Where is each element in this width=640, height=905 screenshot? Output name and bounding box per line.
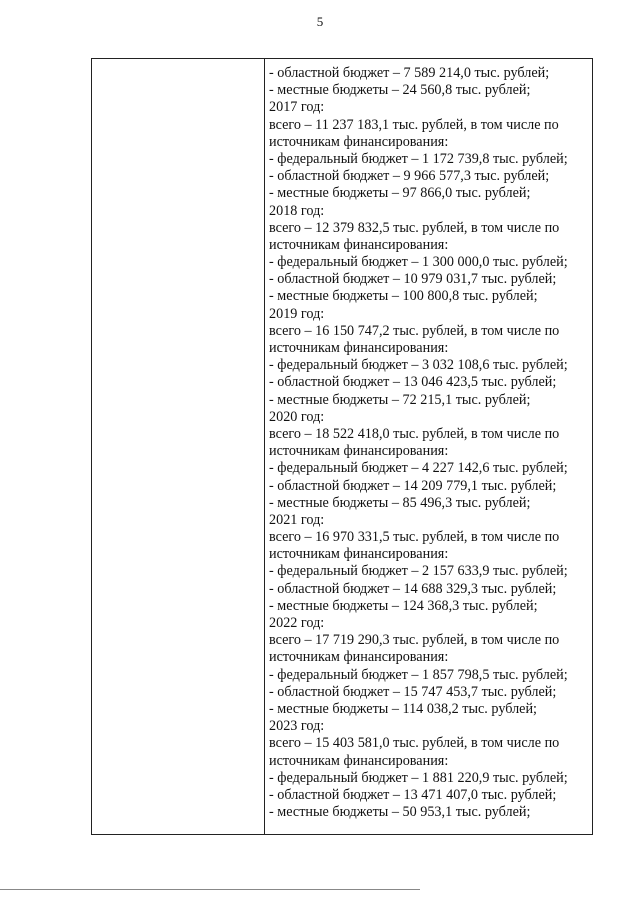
text-line: всего – 15 403 581,0 тыс. рублей, в том числе по	[269, 735, 560, 752]
text-line: 2023 год:	[269, 718, 325, 735]
text-line: - местные бюджеты – 97 866,0 тыс. рублей;	[269, 185, 531, 202]
text-line: - федеральный бюджет – 4 227 142,6 тыс. рублей;	[269, 460, 568, 477]
text-line: источникам финансирования:	[269, 649, 449, 666]
text-line: - местные бюджеты – 50 953,1 тыс. рублей;	[269, 804, 531, 821]
text-line: всего – 16 150 747,2 тыс. рублей, в том числе по	[269, 322, 560, 339]
text-line: - местные бюджеты – 85 496,3 тыс. рублей;	[269, 494, 531, 511]
text-line: - местные бюджеты – 24 560,8 тыс. рублей;	[269, 82, 531, 99]
text-line: всего – 11 237 183,1 тыс. рублей, в том числе по	[269, 116, 559, 133]
text-line: - областной бюджет – 15 747 453,7 тыс. рублей;	[269, 683, 557, 700]
text-line: источникам финансирования:	[269, 236, 449, 253]
text-line: - федеральный бюджет – 1 857 798,5 тыс. рублей;	[269, 666, 568, 683]
page-number: 5	[316, 14, 324, 29]
text-line: - областной бюджет – 14 688 329,3 тыс. рублей;	[269, 580, 557, 597]
text-line: - областной бюджет – 7 589 214,0 тыс. рублей;	[269, 65, 550, 81]
text-line: - федеральный бюджет – 1 172 739,8 тыс. рублей;	[269, 150, 568, 167]
text-line: - федеральный бюджет – 1 300 000,0 тыс. рублей;	[269, 254, 568, 271]
text-line: - федеральный бюджет – 3 032 108,6 тыс. рублей;	[269, 357, 568, 374]
text-line: 2018 год:	[269, 202, 325, 219]
text-line: - областной бюджет – 9 966 577,3 тыс. рублей;	[269, 168, 550, 185]
text-line: - местные бюджеты – 72 215,1 тыс. рублей;	[269, 391, 531, 408]
table-label-cell	[92, 59, 265, 834]
text-line: - областной бюджет – 10 979 031,7 тыс. рублей;	[269, 271, 557, 288]
text-line: всего – 18 522 418,0 тыс. рублей, в том числе по	[269, 425, 560, 442]
text-line: 2021 год:	[269, 511, 325, 528]
text-line: 2020 год:	[269, 408, 325, 425]
text-line: - федеральный бюджет – 2 157 633,9 тыс. рублей;	[269, 563, 568, 580]
footer-divider	[0, 889, 420, 890]
text-line: - областной бюджет – 14 209 779,1 тыс. рублей;	[269, 477, 557, 494]
text-line: - федеральный бюджет – 1 881 220,9 тыс. рублей;	[269, 769, 568, 786]
text-line: 2022 год:	[269, 615, 325, 631]
text-line: источникам финансирования:	[269, 133, 449, 150]
text-line: всего – 17 719 290,3 тыс. рублей, в том числе по	[269, 632, 560, 649]
text-line: 2017 год:	[269, 99, 325, 116]
text-line: источникам финансирования:	[269, 752, 449, 769]
funding-table	[91, 58, 593, 835]
text-line: - местные бюджеты – 100 800,8 тыс. рублей;	[269, 288, 538, 305]
text-line: - местные бюджеты – 124 368,3 тыс. рублей;	[269, 597, 538, 614]
text-line: всего – 12 379 832,5 тыс. рублей, в том числе по	[269, 219, 560, 236]
text-line: - областной бюджет – 13 471 407,0 тыс. рублей;	[269, 786, 557, 803]
text-line: 2019 год:	[269, 305, 325, 322]
text-line: источникам финансирования:	[269, 443, 449, 460]
table-content-cell	[265, 59, 592, 834]
text-line: - местные бюджеты – 114 038,2 тыс. рублей;	[269, 700, 537, 717]
text-line: - областной бюджет – 13 046 423,5 тыс. рублей;	[269, 374, 557, 391]
text-line: источникам финансирования:	[269, 546, 449, 563]
text-line: источникам финансирования:	[269, 340, 449, 356]
text-line: всего – 16 970 331,5 тыс. рублей, в том числе по	[269, 529, 560, 546]
